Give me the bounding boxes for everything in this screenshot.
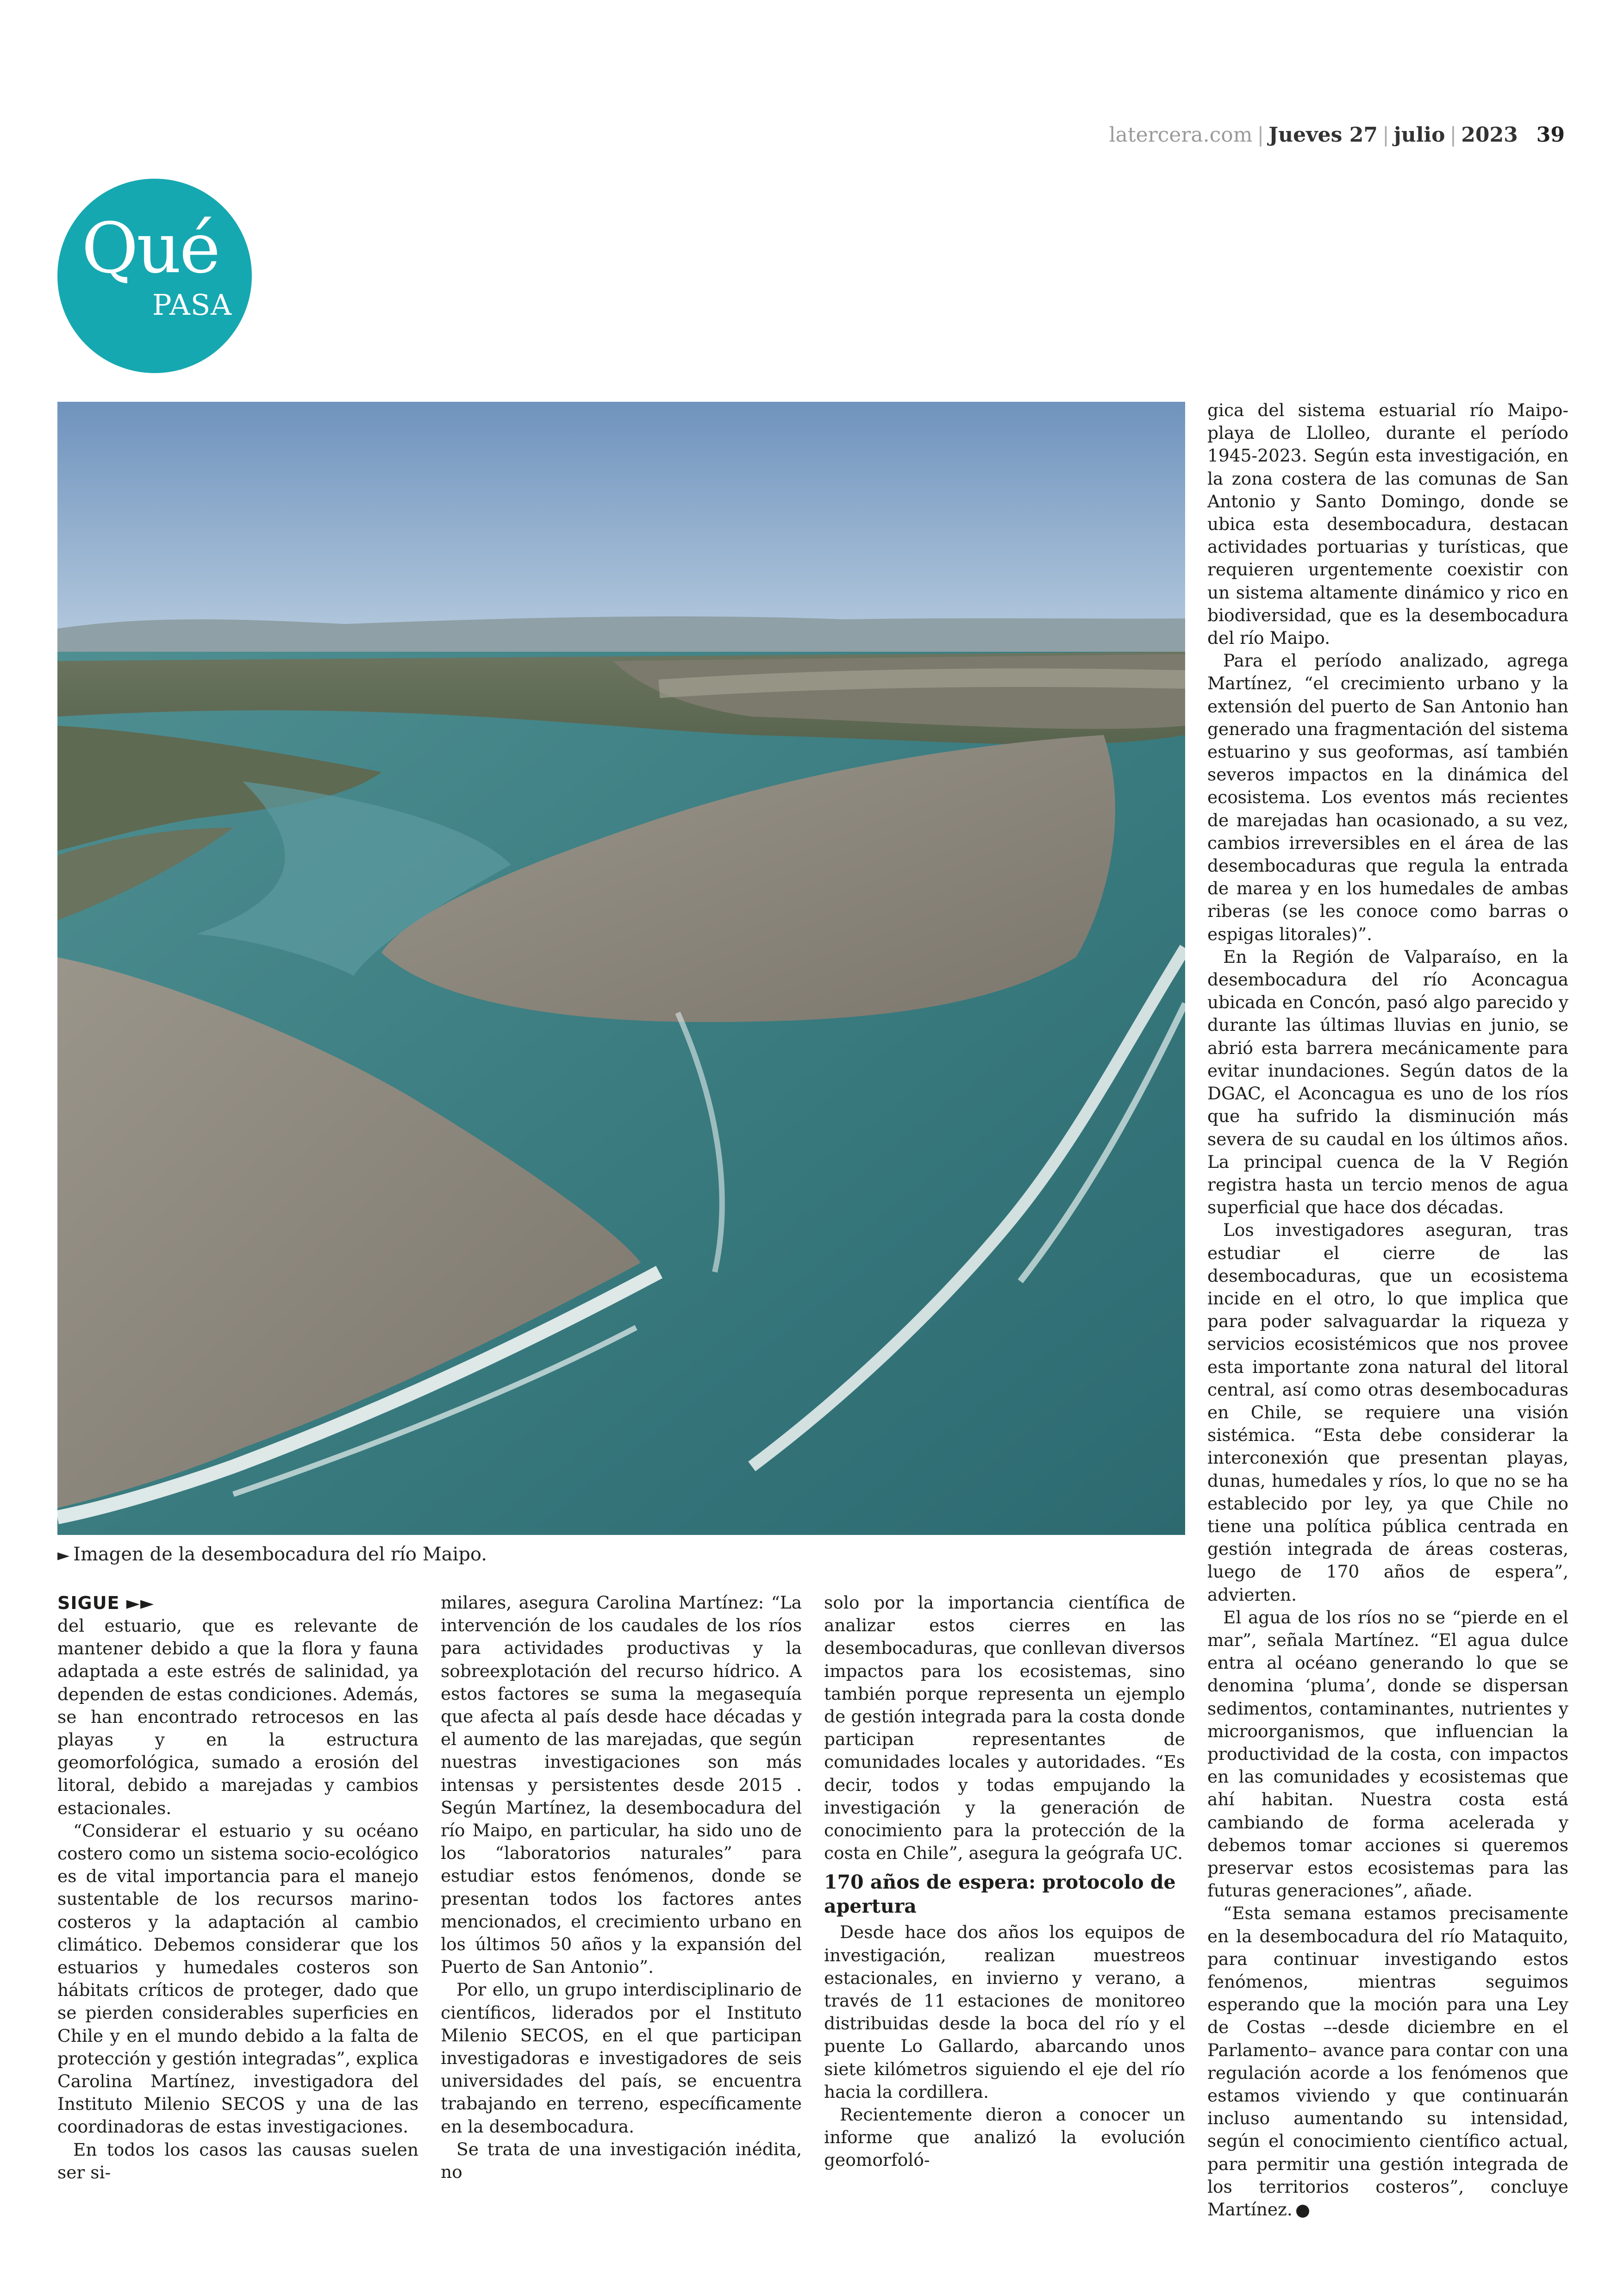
caption-arrow-icon: ► xyxy=(57,1546,70,1565)
continues-label: SIGUE ►► xyxy=(57,1593,155,1613)
issue-month: julio xyxy=(1393,123,1445,147)
section-logo-subtitle: PASA xyxy=(152,288,232,322)
subheading: 170 años de espera: protocolo de apertura xyxy=(824,1871,1176,1918)
photo-caption xyxy=(57,1541,891,1568)
paragraph: “Considerar el estuario y su océano costero como un sistema socio-ecológico es de vital importancia para el manejo sustentable de los recursos marino-costeros y la adaptación al cambio climático. Debemos considerar que los estuarios y humedales costeros son hábitats críticos de proteger, dado que se pierden considerables superficies en Chile y en el mundo debido a la falta de protección y gestión integradas”, explica Carolina Martínez, investigadora del Instituto Milenio SECOS y una de las coordinadoras de estas investigaciones. xyxy=(57,1820,418,2137)
paragraph: gica del sistema estuarial río Maipo-playa de Llolleo, durante el período 1945-2023. Según esta investigación, en la zona costera de las comunas de San Antonio y Santo Domingo, donde se ubica esta desembocadura, destacan actividades portuarias y turísticas, que requieren urgentemente coexistir con un sistema altamente dinámico y rico en biodiversidad, que es la desembocadura del río Maipo. xyxy=(1207,400,1568,649)
section-logo xyxy=(57,179,252,373)
issue-year: 2023 xyxy=(1461,123,1518,147)
article-column-2 xyxy=(441,1591,802,2183)
aerial-estuary-photo xyxy=(57,402,1185,1535)
issue-day: Jueves 27 xyxy=(1268,123,1378,147)
closing-paragraph-text: “Esta semana estamos precisamente en la desembocadura del río Mataquito, para continuar investigando estos fenómenos, mientras seguimos esperando que la moción para una Ley de Costas –-desde diciembre en el Parlamento– avance para contar con una regulación acorde a los fenómenos que estamos viviendo y que continuarán incluso aumentando su intensidad, según el conocimiento científico actual, para permitir una gestión integrada de los territorios costeros”, concluye Martínez. xyxy=(1207,1903,1568,2220)
paragraph: En la Región de Valparaíso, en la desembocadura del río Aconcagua ubicada en Concón, pasó algo parecido y durante las últimas lluvias en junio, se abrió esta barrera mecánicamente para evitar inundaciones. Según datos de la DGAC, el Aconcagua es uno de los ríos que ha sufrido la disminución más severa de su caudal en los últimos años. La principal cuenca de la V Región registra hasta un tercio menos de agua superficial que hace dos décadas. xyxy=(1207,946,1568,1218)
paragraph: del estuario, que es relevante de mantener debido a que la flora y fauna adaptada a este estrés de salinidad, ya dependen de estas condiciones. Además, se han encontrado retrocesos en las playas y en la estructura geomorfológica, sumado a erosión del litoral, debido a marejadas y cambios estacionales. xyxy=(57,1615,418,1818)
end-of-article-icon xyxy=(1296,2205,1309,2218)
aerial-estuary-photo-icon xyxy=(57,402,1185,1535)
paragraph: milares, asegura Carolina Martínez: “La intervención de los caudales de los ríos para actividades productivas y la sobreexplotación del recurso hídrico. A estos factores se suma la megasequía que afecta al país desde hace décadas y el aumento de las marejadas, que según nuestras investigaciones son más intensas y persistentes desde 2015 . Según Martínez, la desembocadura del río Maipo, en particular, ha sido uno de los “laboratorios naturales” para estudiar estos fenómenos, donde se presentan todos los factores antes mencionados, el crecimiento urbano en los últimos 50 años y la expansión del Puerto de San Antonio”. xyxy=(441,1592,802,1977)
paragraph: Se trata de una investigación inédita, no xyxy=(441,2139,802,2183)
paragraph xyxy=(1207,1902,1568,2221)
article-column-4 xyxy=(1207,399,1568,2221)
paragraph: Recientemente dieron a conocer un informe que analizó la evolución geomorfoló- xyxy=(824,2104,1185,2170)
caption-text: Imagen de la desembocadura del río Maipo. xyxy=(73,1544,487,1565)
paragraph: Por ello, un grupo interdisciplinario de científicos, liderados por el Instituto Milenio SECOS, en el que participan investigadoras e investigadores de seis universidades del país, se encuentra trabajando en terreno, específicamente en la desembocadura. xyxy=(441,1979,802,2137)
paragraph: solo por la importancia científica de analizar estos cierres en las desembocaduras, que conllevan diversos impactos para los ecosistemas, sino también porque representa un ejemplo de gestión integrada para la costa donde participan representantes de comunidades locales y autoridades. “Es decir, todos y todas empujando la investigación y la generación de conocimiento para la protección de la costa en Chile”, asegura la geógrafa UC. xyxy=(824,1592,1185,1864)
paragraph: Para el período analizado, agrega Martínez, “el crecimiento urbano y la extensión del puerto de San Antonio han generado una fragmentación del sistema estuarino y sus geoformas, así también severos impactos en la dinámica del ecosistema. Los eventos más recientes de marejadas han ocasionado, a su vez, cambios irreversibles en el área de las desembocaduras que regula la entrada de marea y en los humedales de ambas riberas (se les conoce como barras o espigas litorales)”. xyxy=(1207,650,1568,944)
page-header: latercera.com | Jueves 27 | julio | 2023 39 xyxy=(1109,123,1565,147)
site-name[interactable]: latercera.com xyxy=(1109,123,1253,147)
page-number: 39 xyxy=(1536,123,1565,147)
paragraph: En todos los casos las causas suelen ser si- xyxy=(57,2139,418,2183)
article-column-3 xyxy=(824,1591,1185,2172)
paragraph: Los investigadores aseguran, tras estudiar el cierre de las desembocaduras, que un ecosistema incide en el otro, lo que implica que para poder salvaguardar la riqueza y servicios ecosistémicos que nos provee esta importante zona natural del litoral central, así como otras desembocaduras en Chile, se requiere una visión sistémica. “Esta debe considerar la interconexión que presentan playas, dunas, humedales y ríos, lo que no se ha establecido por ley, ya que Chile no tiene una política pública centrada en gestión integrada de áreas costeras, luego de 170 años de espera”, advierten. xyxy=(1207,1220,1568,1605)
section-logo-title: Qué xyxy=(81,208,219,289)
article-column-1 xyxy=(57,1591,418,2184)
paragraph: Desde hace dos años los equipos de investigación, realizan muestreos estacionales, en invierno y verano, a través de 11 estaciones de monitoreo distribuidas desde la boca del río y el puente Lo Gallardo, abarcando unos siete kilómetros siguiendo el eje del río hacia la cordillera. xyxy=(824,1922,1185,2102)
paragraph: El agua de los ríos no se “pierde en el mar”, señala Martínez. “El agua dulce entra al océano generando lo que se denomina ‘pluma’, donde se dispersan sedimentos, contaminantes, nutrientes y microorganismos, que influencian la productividad de la costa, con impactos en las comunidades y ecosistemas que ahí habitan. Nuestra costa está cambiando de forma acelerada y debemos tomar acciones si queremos preservar estos ecosistemas para las futuras generaciones”, añade. xyxy=(1207,1607,1568,1901)
